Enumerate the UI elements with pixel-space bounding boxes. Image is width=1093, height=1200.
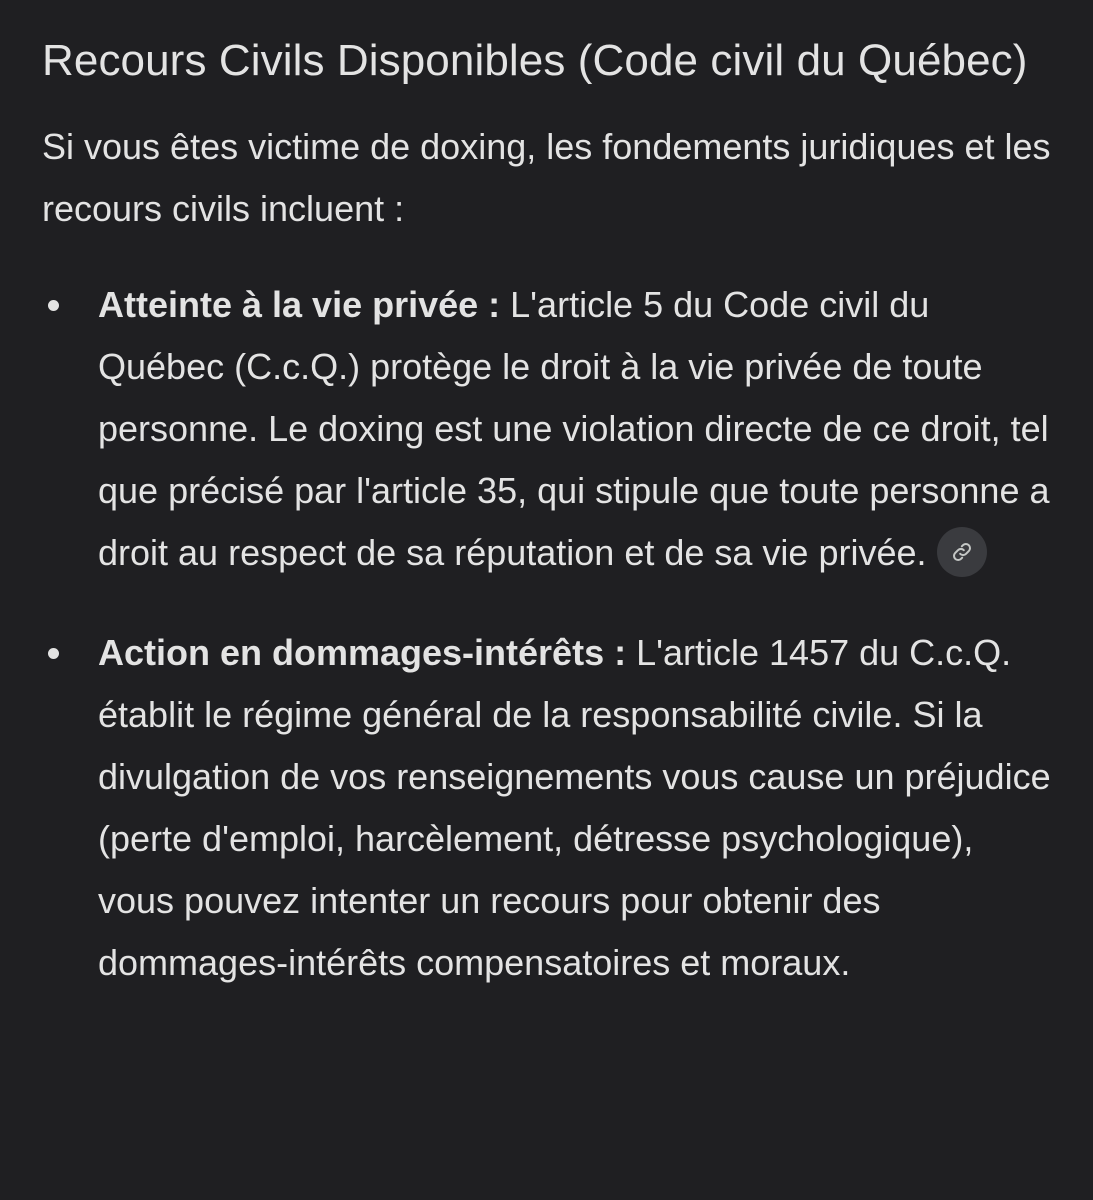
item-term: Action en dommages-intérêts : [98,632,627,673]
link-icon [951,541,973,563]
item-term: Atteinte à la vie privée : [98,284,501,325]
bullet-dot [48,648,59,659]
bullet-dot [48,300,59,311]
list-item-damages [42,622,1053,994]
intro-paragraph: Si vous êtes victime de doxing, les fondements juridiques et les recours civils incluent : [42,126,1051,229]
remedies-list [42,274,1053,994]
item-text: L'article 5 du Code civil du Québec (C.c.Q.) protège le droit à la vie privée de toute personne. Le doxing est une violation directe de ce droit, tel que précisé par l'article 35, qui stipule que toute personne a droit au respect de sa réputation et de sa vie privée. [98,284,1050,573]
list-item-privacy [42,274,1053,584]
item-text: L'article 1457 du C.c.Q. établit le régime général de la responsabilité civile. Si la divulgation de vos renseignements vous cause un préjudice (perte d'emploi, harcèlement, détresse psychologique), vous pouvez intenter un recours pour obtenir des dommages-intérêts compensatoires et moraux. [98,632,1051,983]
section-heading: Recours Civils Disponibles (Code civil du Québec) [42,36,1028,85]
source-link-button[interactable] [937,527,987,577]
